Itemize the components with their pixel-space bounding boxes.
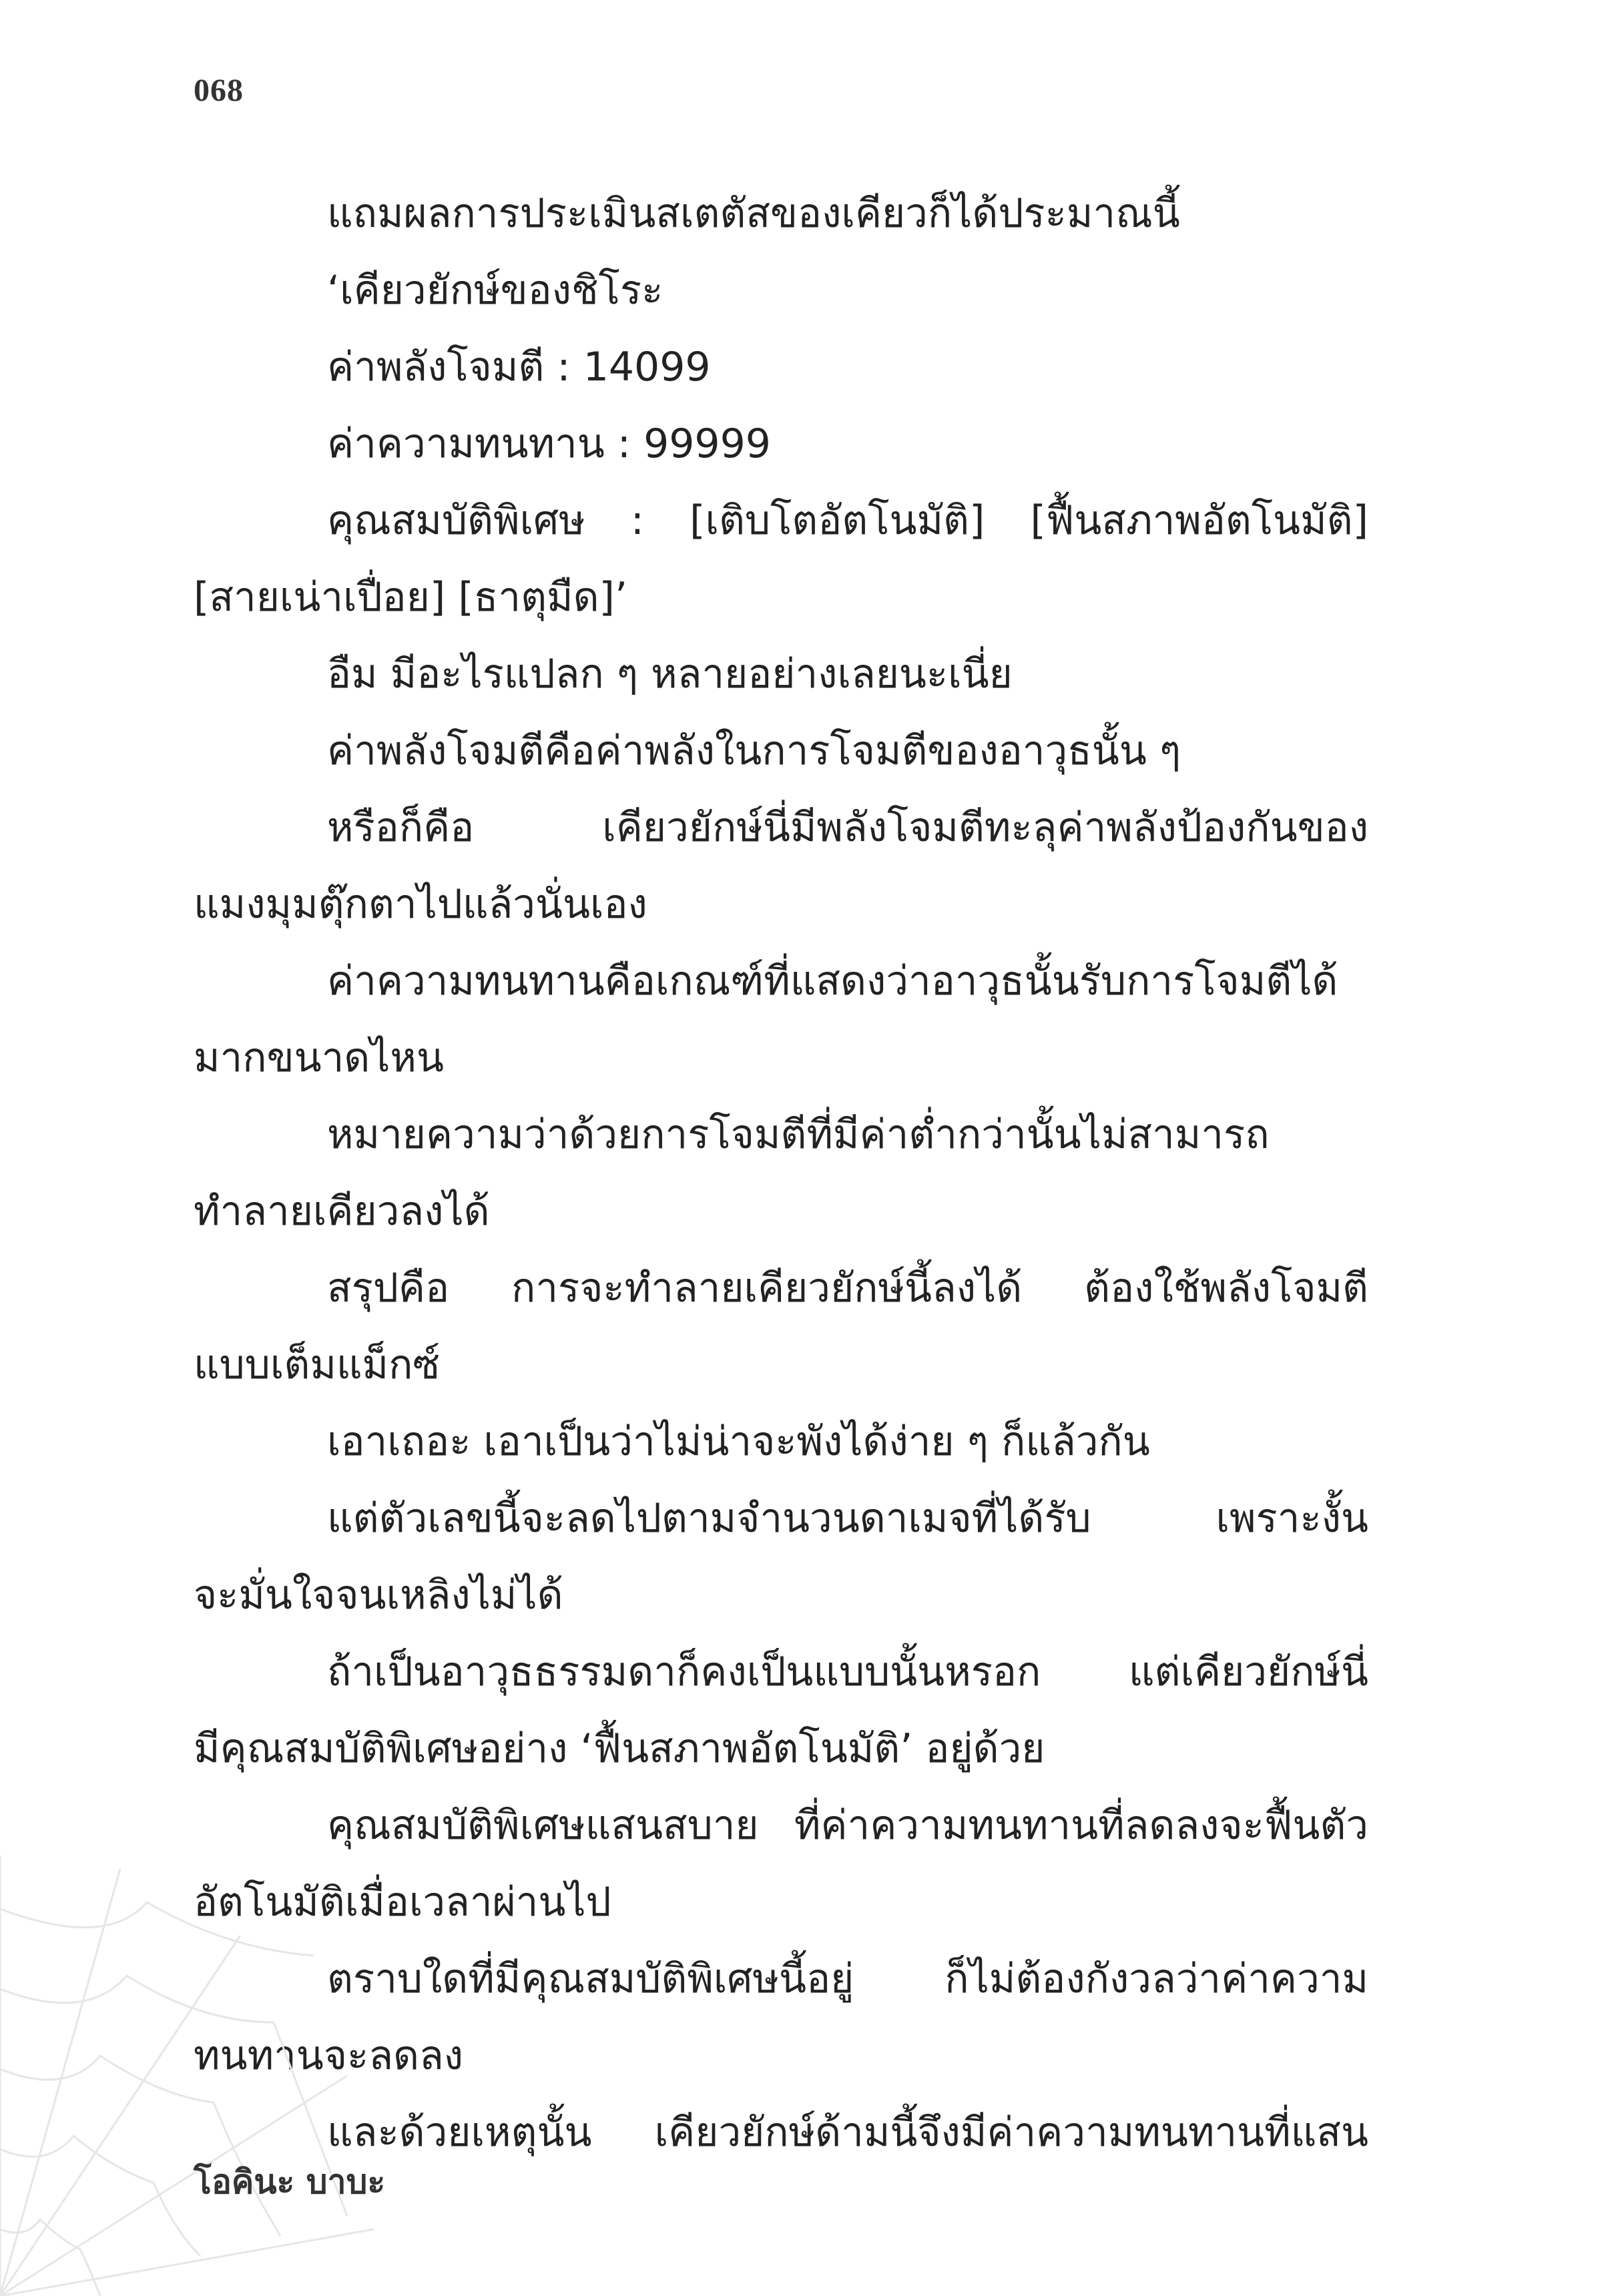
text-line: และด้วยเหตุนั้น เคียวยักษ์ด้ามนี้จึงมีค่าความทนทานที่แสน (327, 2109, 1368, 2156)
text-line: ค่าความทนทาน : 99999 (327, 420, 771, 467)
text-line: แต่ตัวเลขนี้จะลดไปตามจำนวนดาเมจที่ได้รับ เพราะงั้น (327, 1495, 1368, 1542)
page-number: 068 (194, 73, 244, 108)
author-name: โอคินะ บาบะ (194, 2163, 386, 2201)
text-line: ค่าความทนทานคือเกณฑ์ที่แสดงว่าอาวุธนั้นรับการโจมตีได้ (327, 958, 1338, 1005)
text-line: ทำลายเคียวลงได้ (194, 1188, 490, 1235)
text-line: อืม มีอะไรแปลก ๆ หลายอย่างเลยนะเนี่ย (327, 651, 1013, 697)
text-line: แบบเต็มแม็กซ์ (194, 1342, 441, 1388)
text-line: มีคุณสมบัติพิเศษอย่าง ‘ฟื้นสภาพอัตโนมัติ’ อยู่ด้วย (194, 1725, 1045, 1772)
text-line: ถ้าเป็นอาวุธธรรมดาก็คงเป็นแบบนั้นหรอก แต่เคียวยักษ์นี่ (327, 1649, 1368, 1695)
text-line: มากขนาดไหน (194, 1035, 444, 1081)
text-line: ทนทานจะลดลง (194, 2032, 464, 2079)
text-line: ค่าพลังโจมตีคือค่าพลังในการโจมตีของอาวุธนั้น ๆ (327, 728, 1181, 774)
text-line: ค่าพลังโจมตี : 14099 (327, 344, 711, 390)
text-line: จะมั่นใจจนเหลิงไม่ได้ (194, 1572, 563, 1619)
text-line: สรุปคือ การจะทำลายเคียวยักษ์นี้ลงได้ ต้องใช้พลังโจมตี (327, 1265, 1368, 1312)
text-line: อัตโนมัติเมื่อเวลาผ่านไป (194, 1879, 611, 1926)
text-line: [สายเน่าเปื่อย] [ธาตุมืด]’ (194, 574, 628, 621)
text-line: เอาเถอะ เอาเป็นว่าไม่น่าจะพังได้ง่าย ๆ ก็แล้วกัน (327, 1418, 1150, 1465)
text-line: แมงมุมตุ๊กตาไปแล้วนั่นเอง (194, 881, 647, 928)
spider-web-decoration (0, 1855, 374, 2296)
text-line: ตราบใดที่มีคุณสมบัติพิเศษนี้อยู่ ก็ไม่ต้องกังวลว่าค่าความ (327, 1956, 1368, 2002)
text-line: คุณสมบัติพิเศษ : [เติบโตอัตโนมัติ] [ฟื้นสภาพอัตโนมัติ] (327, 497, 1368, 544)
text-line: คุณสมบัติพิเศษแสนสบาย ที่ค่าความทนทานที่ลดลงจะฟื้นตัว (327, 1802, 1368, 1849)
text-line: หรือก็คือ เคียวยักษ์นี่มีพลังโจมตีทะลุค่าพลังป้องกันของ (327, 804, 1368, 851)
text-line: แถมผลการประเมินสเตตัสของเคียวก็ได้ประมาณนี้ (327, 190, 1180, 237)
text-line: หมายความว่าด้วยการโจมตีที่มีค่าต่ำกว่านั้นไม่สามารถ (327, 1111, 1270, 1158)
text-line: ‘เคียวยักษ์ของชิโระ (327, 267, 663, 314)
